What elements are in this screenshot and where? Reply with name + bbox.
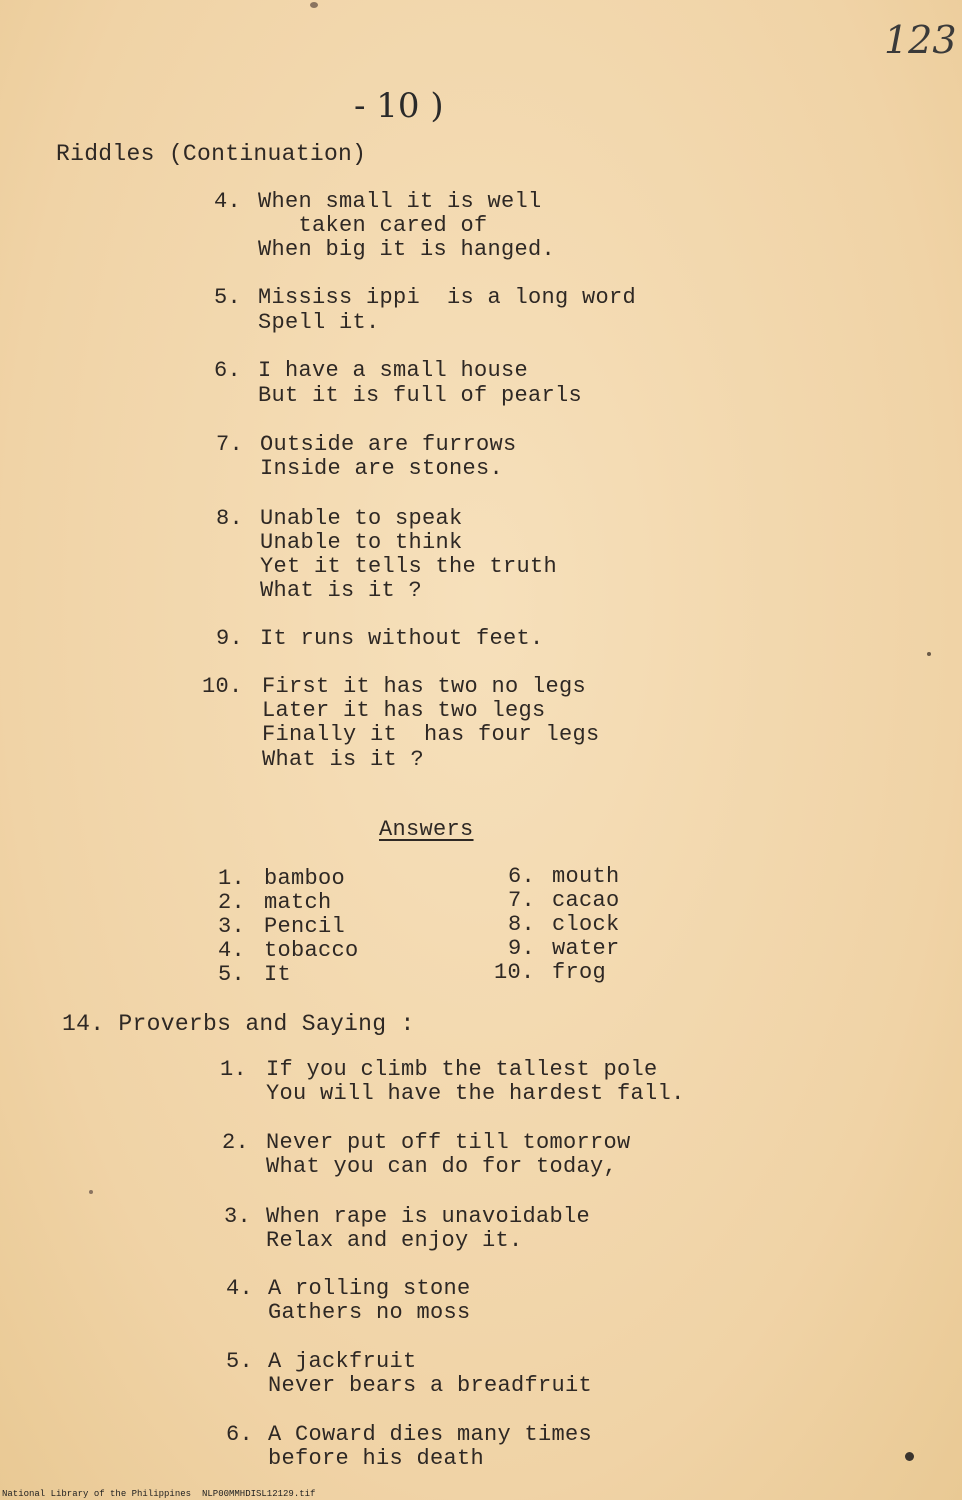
proverb-line: A jackfruit [268,1349,417,1374]
footer-filename: NLP00MMHDISL12129.tif [202,1489,316,1499]
answer-number: 1. [218,866,246,891]
riddle-number: 4. [214,189,242,214]
riddle-line: Yet it tells the truth [260,554,558,579]
answer-number: 10. [494,960,535,985]
answer-text: mouth [552,864,620,889]
proverb-number: 4. [226,1276,254,1301]
answer-text: frog [552,960,607,985]
proverb-line: Gathers no moss [268,1300,471,1325]
proverb-line: Never bears a breadfruit [268,1373,593,1398]
riddle-number: 9. [216,626,244,651]
proverb-line: Never put off till tomorrow [266,1130,631,1155]
riddle-number: 10. [202,674,243,699]
riddle-line: But it is full of pearls [258,383,583,408]
proverb-number: 5. [226,1349,254,1374]
proverb-line: What you can do for today, [266,1154,618,1179]
proverbs-heading: 14. Proverbs and Saying : [62,1011,415,1037]
answer-text: water [552,936,620,961]
page-header: - 10 ) [354,86,444,126]
answer-number: 3. [218,914,246,939]
answer-number: 4. [218,938,246,963]
proverb-line: If you climb the tallest pole [266,1057,658,1082]
answer-number: 2. [218,890,246,915]
riddle-line: taken cared of [258,213,488,238]
answers-title: Answers [379,817,474,842]
riddle-line: It runs without feet. [260,626,544,651]
riddle-line: First it has two no legs [262,674,587,699]
riddle-line: Unable to speak [260,506,463,531]
answer-text: cacao [552,888,620,913]
riddle-number: 8. [216,506,244,531]
riddle-line: Spell it. [258,310,380,335]
paper-speck [89,1190,93,1194]
paper-speck [905,1452,914,1461]
footer-library: National Library of the Philippines [2,1489,192,1499]
answer-number: 7. [508,888,536,913]
paper-speck [310,2,318,8]
riddle-line: Unable to think [260,530,463,555]
answer-text: match [264,890,332,915]
proverb-number: 3. [224,1204,252,1229]
answer-text: It [264,962,292,987]
answer-text: tobacco [264,938,359,963]
proverb-number: 6. [226,1422,254,1447]
riddle-line: Later it has two legs [262,698,546,723]
paper-speck [927,652,931,656]
riddle-line: I have a small house [258,358,529,383]
riddle-line: Mississ ippi is a long word [258,285,637,310]
answer-number: 6. [508,864,536,889]
riddle-number: 5. [214,285,242,310]
proverb-line: A rolling stone [268,1276,471,1301]
riddle-line: Outside are furrows [260,432,517,457]
answer-text: clock [552,912,620,937]
riddle-number: 7. [216,432,244,457]
proverb-line: A Coward dies many times [268,1422,593,1447]
proverb-line: Relax and enjoy it. [266,1228,523,1253]
answer-number: 8. [508,912,536,937]
riddle-line: When small it is well [258,189,542,214]
proverb-line: You will have the hardest fall. [266,1081,685,1106]
riddle-line: What is it ? [262,747,425,772]
proverb-number: 2. [222,1130,250,1155]
proverb-number: 1. [220,1057,248,1082]
riddle-number: 6. [214,358,242,383]
answer-number: 9. [508,936,536,961]
riddles-heading: Riddles (Continuation) [56,141,367,167]
riddle-line: Inside are stones. [260,456,504,481]
riddle-line: Finally it has four legs [262,722,600,747]
handwritten-page-number: 123 [884,18,957,62]
riddle-line: When big it is hanged. [258,237,556,262]
answer-text: bamboo [264,866,346,891]
proverb-line: When rape is unavoidable [266,1204,591,1229]
proverb-line: before his death [268,1446,485,1471]
answer-text: Pencil [264,914,346,939]
riddle-line: What is it ? [260,578,423,603]
answer-number: 5. [218,962,246,987]
